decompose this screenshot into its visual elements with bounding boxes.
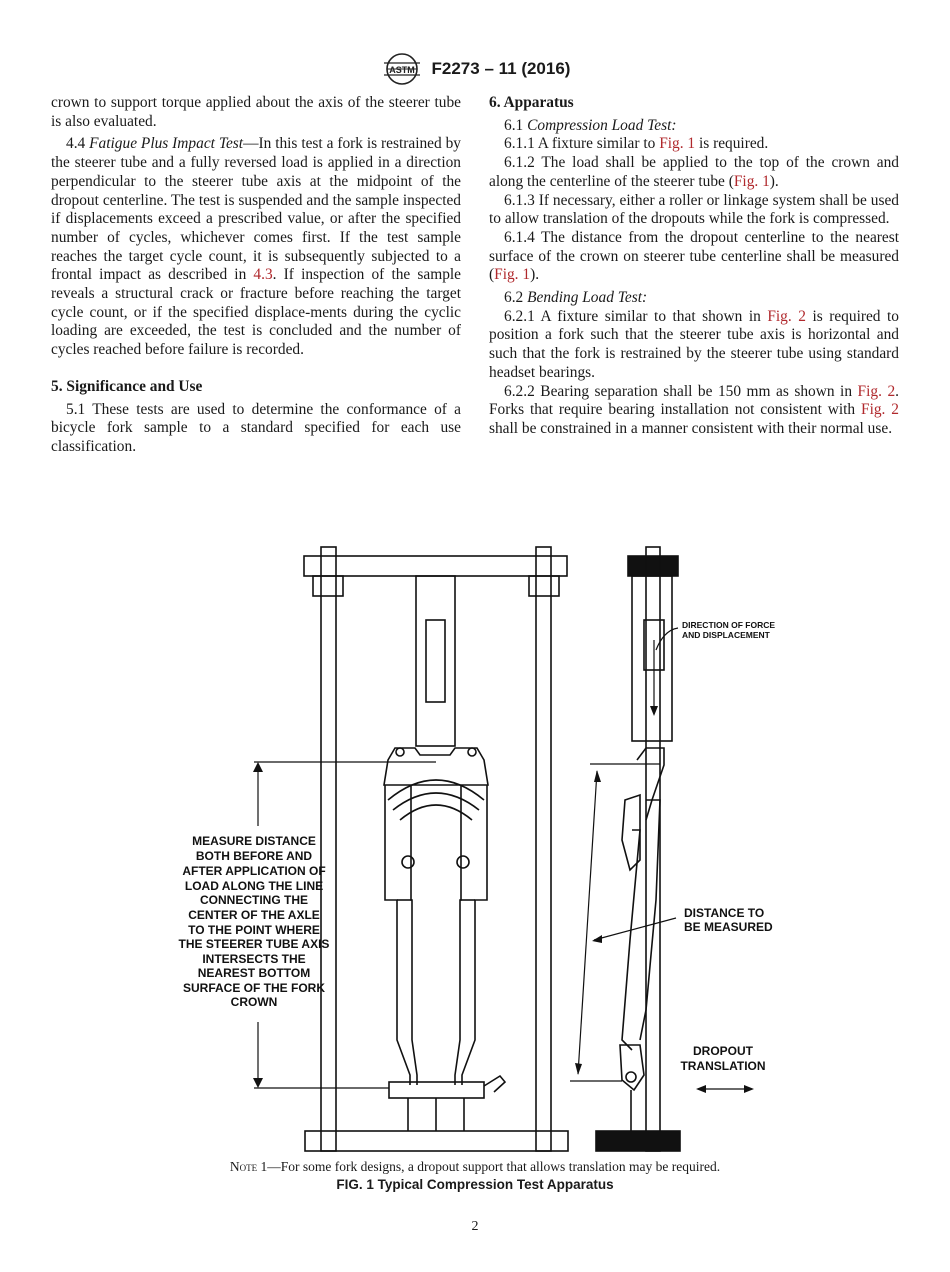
right-post	[536, 547, 551, 1151]
svg-text:CENTER OF THE AXLE: CENTER OF THE AXLE	[188, 908, 320, 922]
fig-ref-link[interactable]: Fig. 2	[861, 401, 900, 419]
svg-text:NEAREST BOTTOM: NEAREST BOTTOM	[197, 966, 311, 980]
paragraph-6-2-1: 6.2.1 A fixture similar to that shown in Fig. 2 is required to position a fork such that the steerer tube axis is horizontal and such that the fork is restrained by the steerer tube using standard headset bearings.	[489, 307, 899, 381]
paragraph-6-1-2: 6.1.2 The load shall be applied to the top of the crown and along the centerline of the steerer tube (Fig. 1).	[489, 154, 899, 190]
side-top-block	[628, 556, 678, 576]
svg-text:DISTANCE TO: DISTANCE TO	[684, 906, 765, 920]
paragraph-6-2: 6.2 Bending Load Test:	[504, 289, 648, 307]
svg-text:ASTM: ASTM	[388, 65, 415, 75]
distance-label	[684, 906, 773, 934]
paragraph-6-1-4: 6.1.4 The distance from the dropout centerline to the nearest surface of the crown on steerer tube centerline shall be measured (Fig. 1).	[489, 228, 899, 284]
svg-text:TO THE POINT WHERE: TO THE POINT WHERE	[188, 923, 320, 937]
page-header	[0, 52, 950, 88]
fig-ref-link[interactable]: Fig. 1	[494, 266, 531, 284]
right-brake-boss	[457, 856, 469, 868]
figure-1	[0, 530, 950, 1160]
svg-text:CROWN: CROWN	[230, 995, 278, 1009]
figure-note: Note 1—For some fork designs, a dropout support that allows translation may be required.	[229, 1159, 721, 1174]
section-heading-5: 5. Significance and Use	[51, 377, 203, 395]
paragraph-6-2-2: 6.2.2 Bearing separation shall be 150 mm as shown in Fig. 2. Forks that require bearing installation not consistent with Fig. 2 shall be constrained in a manner consistent with their normal use.	[489, 382, 900, 437]
side-load-column	[632, 576, 672, 741]
svg-text:BE MEASURED: BE MEASURED	[684, 920, 773, 934]
compression-test-drawing	[0, 530, 950, 1160]
side-dropout	[620, 1045, 644, 1090]
paragraph-5-1: 5.1 These tests are used to determine the conformance of a bicycle fork sample to a standard specified for each use classification.	[51, 400, 461, 455]
load-column	[416, 576, 455, 746]
measure-label	[179, 834, 330, 1009]
load-column-slot	[426, 620, 445, 702]
standard-designation: F2273 – 11 (2016)	[431, 59, 571, 78]
paragraph-6-1: 6.1 Compression Load Test:	[504, 116, 677, 134]
fig-ref-link[interactable]: Fig. 2	[767, 307, 806, 325]
right-column	[489, 94, 899, 439]
side-leg-front	[640, 800, 660, 1040]
svg-text:LOAD ALONG THE LINE: LOAD ALONG THE LINE	[184, 879, 324, 893]
svg-text:AFTER APPLICATION OF: AFTER APPLICATION OF	[182, 864, 326, 878]
svg-text:CONNECTING THE: CONNECTING THE	[200, 893, 308, 907]
brake-arch	[388, 780, 484, 800]
paragraph-continuation: crown to support torque applied about the axis of the steerer tube is also evaluated.	[51, 94, 461, 130]
svg-text:BOTH BEFORE AND: BOTH BEFORE AND	[195, 849, 313, 863]
section-ref-link[interactable]: 4.3	[253, 266, 273, 284]
fig-ref-link[interactable]: Fig. 1	[733, 172, 770, 190]
distance-leader	[594, 918, 676, 940]
quick-release	[484, 1076, 505, 1092]
dropout-axle	[389, 1082, 484, 1098]
paragraph-4-4: 4.4 Fatigue Plus Impact Test—In this test a fork is restrained by the steerer tube and a fully reversed load is applied in a direction perpendicular to the steerer tube axis at the midpoint of the dropout centerline. The test is suspended and the sample inspected if displacements exceed a prescribed value, or after the specified number of cycles, whichever comes first. If the test sample reaches the target cycle count, it is subsequently subjected to a frontal impact as described in 4.3. If inspection of the sample reveals a structural crack or fracture before reaching the target cycle count, or if the specified displace-ments during the cyclic loading are exceeded, the test is concluded and the number of cycles reached before failure is recorded.	[51, 135, 461, 359]
astm-logo-icon	[380, 52, 424, 86]
left-nut	[313, 576, 343, 596]
paragraph-6-1-3: 6.1.3 If necessary, either a roller or linkage system shall be used to allow translation of the dropouts while the fork is compressed.	[489, 191, 899, 228]
left-upper-leg	[385, 785, 410, 1085]
side-leg-rear	[622, 830, 640, 1050]
svg-text:AND DISPLACEMENT: AND DISPLACEMENT	[682, 630, 770, 640]
page-number: 2	[471, 1219, 479, 1234]
svg-text:THE STEERER TUBE AXIS: THE STEERER TUBE AXIS	[178, 937, 330, 951]
base-plate	[305, 1131, 568, 1151]
dropout-label	[680, 1044, 765, 1073]
svg-text:MEASURE DISTANCE: MEASURE DISTANCE	[192, 834, 316, 848]
side-base-block	[596, 1131, 680, 1151]
svg-text:TRANSLATION: TRANSLATION	[680, 1059, 766, 1073]
figure-caption: FIG. 1 Typical Compression Test Apparatus	[336, 1177, 614, 1192]
svg-text:SURFACE OF THE FORK: SURFACE OF THE FORK	[182, 981, 326, 995]
direction-label	[682, 620, 775, 640]
left-brake-boss	[402, 856, 414, 868]
paragraph-6-1-1: 6.1.1 A fixture similar to Fig. 1 is required.	[504, 135, 769, 153]
right-nut	[529, 576, 559, 596]
left-column	[51, 94, 461, 457]
svg-text:DROPOUT: DROPOUT	[693, 1044, 753, 1058]
left-post	[321, 547, 336, 1151]
section-heading-6: 6. Apparatus	[489, 94, 574, 111]
fig-ref-link[interactable]: Fig. 2	[857, 382, 896, 400]
fig-ref-link[interactable]: Fig. 1	[659, 135, 696, 153]
right-upper-leg	[462, 785, 487, 1085]
distance-arrow	[578, 771, 597, 1074]
svg-text:INTERSECTS THE: INTERSECTS THE	[202, 952, 306, 966]
top-crossbar	[304, 556, 567, 576]
svg-text:DIRECTION OF FORCE: DIRECTION OF FORCE	[682, 620, 776, 630]
